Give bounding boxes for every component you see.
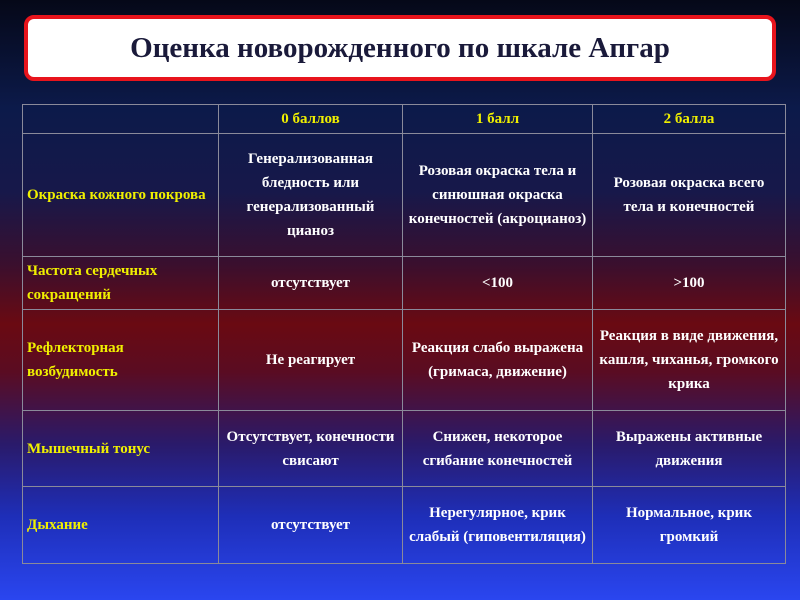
table-cell: Розовая окраска всего тела и конечностей bbox=[593, 134, 786, 257]
table-row bbox=[23, 487, 786, 564]
table-cell: Не реагирует bbox=[219, 310, 403, 411]
title-box bbox=[24, 15, 776, 81]
header-score-1: 1 балл bbox=[403, 105, 593, 134]
header-corner bbox=[23, 105, 219, 134]
slide-title: Оценка новорожденного по шкале Апгар bbox=[130, 31, 670, 64]
table-cell: Розовая окраска тела и синюшная окраска конечностей (акроцианоз) bbox=[403, 134, 593, 257]
table-cell: отсутствует bbox=[219, 487, 403, 564]
table-row bbox=[23, 411, 786, 487]
table-row bbox=[23, 134, 786, 257]
table-cell: Реакция слабо выражена (гримаса, движение) bbox=[403, 310, 593, 411]
table-cell: Снижен, некоторое сгибание конечностей bbox=[403, 411, 593, 487]
table-cell: Отсутствует, конечности свисают bbox=[219, 411, 403, 487]
row-label: Частота сердечных сокращений bbox=[23, 257, 219, 310]
row-label: Мышечный тонус bbox=[23, 411, 219, 487]
table-cell: Нормальное, крик громкий bbox=[593, 487, 786, 564]
table-cell: <100 bbox=[403, 257, 593, 310]
header-score-0: 0 баллов bbox=[219, 105, 403, 134]
row-label: Рефлекторная возбудимость bbox=[23, 310, 219, 411]
row-label: Дыхание bbox=[23, 487, 219, 564]
header-row bbox=[23, 105, 786, 134]
table-cell: Реакция в виде движения, кашля, чиханья, громкого крика bbox=[593, 310, 786, 411]
table-row bbox=[23, 257, 786, 310]
table-cell: Генерализованная бледность или генерализованный цианоз bbox=[219, 134, 403, 257]
apgar-table bbox=[22, 104, 786, 564]
header-score-2: 2 балла bbox=[593, 105, 786, 134]
table-cell: >100 bbox=[593, 257, 786, 310]
table-row bbox=[23, 310, 786, 411]
table-cell: отсутствует bbox=[219, 257, 403, 310]
row-label: Окраска кожного покрова bbox=[23, 134, 219, 257]
table-cell: Нерегулярное, крик слабый (гиповентиляция) bbox=[403, 487, 593, 564]
table-cell: Выражены активные движения bbox=[593, 411, 786, 487]
